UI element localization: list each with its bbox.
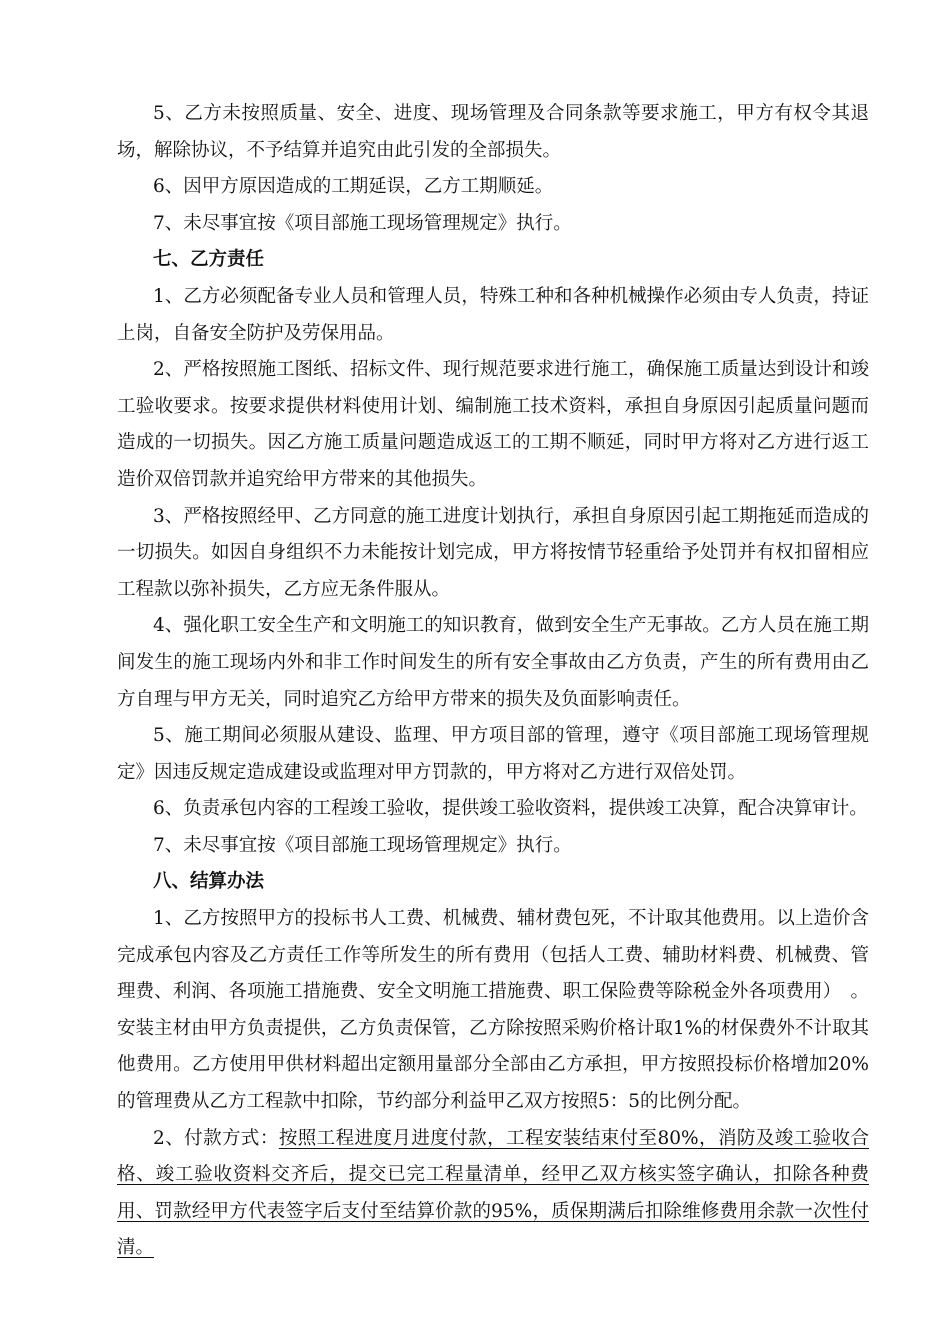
section-8-heading: 八、结算办法	[153, 871, 265, 893]
payment-method-label: 2、付款方式：	[153, 1127, 279, 1149]
clause-7-2: 2、严格按照施工图纸、招标文件、现行规范要求进行施工，确保施工质量达到设计和竣工验收要求。按要求提供材料使用计划、编制施工技术资料，承担自身原因引起质量问题而造成的一切损失。因乙方施工质量问题造成返工的工期不顺延，同时甲方将对乙方进行返工造价双倍罚款并追究给甲方带来的其他损失。	[117, 359, 869, 490]
section-7-heading: 七、乙方责任	[153, 249, 265, 271]
clause-7-7: 7、未尽事宜按《项目部施工现场管理规定》执行。	[153, 834, 572, 856]
clause-7-5: 5、施工期间必须服从建设、监理、甲方项目部的管理，遵守《项目部施工现场管理规定》因违反规定造成建设或监理对甲方罚款的，甲方将对乙方进行双倍处罚。	[117, 725, 869, 783]
clause-6-7: 7、未尽事宜按《项目部施工现场管理规定》执行。	[153, 212, 572, 234]
clause-7-4: 4、强化职工安全生产和文明施工的知识教育，做到安全生产无事故。乙方人员在施工期间发生的施工现场内外和非工作时间发生的所有安全事故由乙方负责，产生的所有费用由乙方自理与甲方无关，同时追究乙方给甲方带来的损失及负面影响责任。	[117, 615, 869, 710]
document-page	[117, 96, 869, 1267]
clause-7-3: 3、严格按照经甲、乙方同意的施工进度计划执行，承担自身原因引起工期拖延而造成的一切损失。如因自身组织不力未能按计划完成，甲方将按情节轻重给予处罚并有权扣留相应工程款以弥补损失，乙方应无条件服从。	[117, 505, 869, 600]
payment-terms-underlined: 按照工程进度月进度付款，工程安装结束付至80%，消防及竣工验收合格、竣工验收资料交齐后，提交已完工程量清单，经甲乙双方核实签字确认，扣除各种费用、罚款经甲方代表签字后支付至结算价款的95%，质保期满后扣除维修费用余款一次性付清。	[117, 1127, 869, 1259]
clause-7-1: 1、乙方必须配备专业人员和管理人员，特殊工种和各种机械操作必须由专人负责，持证上岗，自备安全防护及劳保用品。	[117, 285, 869, 344]
clause-6-6: 6、因甲方原因造成的工期延误，乙方工期顺延。	[153, 176, 554, 198]
clause-6-5: 5、乙方未按照质量、安全、进度、现场管理及合同条款等要求施工，甲方有权令其退场，解除协议，不予结算并追究由此引发的全部损失。	[117, 103, 869, 161]
clause-8-1: 1、乙方按照甲方的投标书人工费、机械费、辅材费包死，不计取其他费用。以上造价含完成承包内容及乙方责任工作等所发生的所有费用（包括人工费、辅助材料费、机械费、管理费、利润、各项施工措施费、安全文明施工措施费、职工保险费等除税金外各项费用） 。安装主材由甲方负责提供，乙方负责保管，乙方除按照采购价格计取1%的材保费外不计取其他费用。乙方使用甲供材料超出定额用量部分全部由乙方承担，甲方按照投标价格增加20%的管理费从乙方工程款中扣除，节约部分利益甲乙双方按照5：5的比例分配。	[117, 908, 869, 1113]
clause-7-6: 6、负责承包内容的工程竣工验收，提供竣工验收资料，提供竣工决算，配合决算审计。	[153, 798, 868, 820]
clause-8-2	[117, 1121, 869, 1267]
